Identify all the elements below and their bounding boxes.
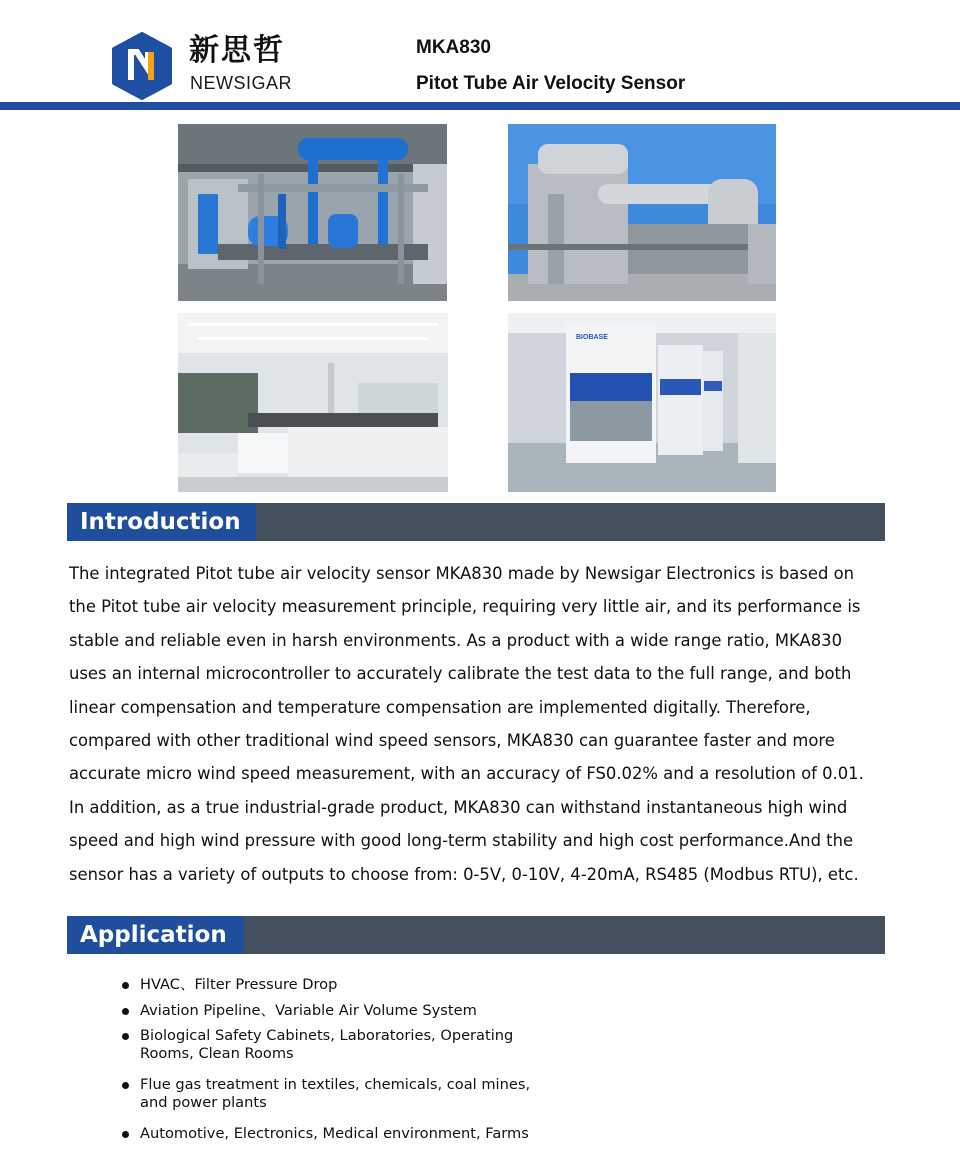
brand-name-chinese: 新思哲 xyxy=(189,33,285,68)
introduction-heading: Introduction xyxy=(67,503,256,541)
list-item: Biological Safety Cabinets, Laboratories, Operating Rooms, Clean Rooms xyxy=(120,1027,530,1063)
bullet-icon xyxy=(122,1008,129,1015)
bullet-icon xyxy=(122,1033,129,1040)
photo-laboratory xyxy=(178,313,448,492)
product-title: Pitot Tube Air Velocity Sensor xyxy=(416,73,686,94)
application-section-header xyxy=(67,916,885,954)
product-model: MKA830 xyxy=(416,37,491,58)
company-logo xyxy=(108,32,176,100)
intro-line: the Pitot tube air velocity measurement principle, requiring very little air, and its performance is xyxy=(69,597,861,617)
header-divider xyxy=(0,102,960,110)
brand-name-english: NEWSIGAR xyxy=(190,73,293,93)
list-item: HVAC、Filter Pressure Drop xyxy=(120,976,530,994)
intro-line: accurate micro wind speed measurement, with an accuracy of FS0.02% and a resolution of 0.01. xyxy=(69,764,864,784)
bullet-icon xyxy=(122,982,129,989)
intro-line: In addition, as a true industrial-grade product, MKA830 can withstand instantaneous high wind xyxy=(69,797,848,817)
application-heading: Application xyxy=(67,916,244,954)
list-item: Automotive, Electronics, Medical environment, Farms xyxy=(120,1125,530,1143)
intro-line: compared with other traditional wind speed sensors, MKA830 can guarantee faster and more xyxy=(69,731,835,751)
application-list xyxy=(120,976,530,1143)
introduction-paragraph xyxy=(69,557,899,891)
photo-biosafety-cabinets xyxy=(508,313,776,492)
intro-line: sensor has a variety of outputs to choose from: 0-5V, 0-10V, 4-20mA, RS485 (Modbus RTU), etc. xyxy=(69,864,859,884)
list-item: Aviation Pipeline、Variable Air Volume System xyxy=(120,1002,530,1020)
intro-line: linear compensation and temperature compensation are implemented digitally. Therefore, xyxy=(69,697,811,717)
newsigar-logo-icon xyxy=(108,32,176,100)
bullet-icon xyxy=(122,1082,129,1089)
bullet-icon xyxy=(122,1131,129,1138)
list-item: Flue gas treatment in textiles, chemicals, coal mines, and power plants xyxy=(120,1076,530,1112)
photo-industrial-pipes xyxy=(178,124,447,301)
intro-line: stable and reliable even in harsh environments. As a product with a wide range ratio, MKA830 xyxy=(69,630,842,650)
intro-line: uses an internal microcontroller to accurately calibrate the test data to the full range, and both xyxy=(69,664,852,684)
introduction-section-header xyxy=(67,503,885,541)
intro-line: The integrated Pitot tube air velocity sensor MKA830 made by Newsigar Electronics is based on xyxy=(69,564,855,583)
cabinet-brand-label: BIOBASE xyxy=(576,334,608,341)
photo-rooftop-ductwork xyxy=(508,124,776,301)
intro-line: speed and high wind pressure with good long-term stability and high cost performance.And the xyxy=(69,831,854,851)
